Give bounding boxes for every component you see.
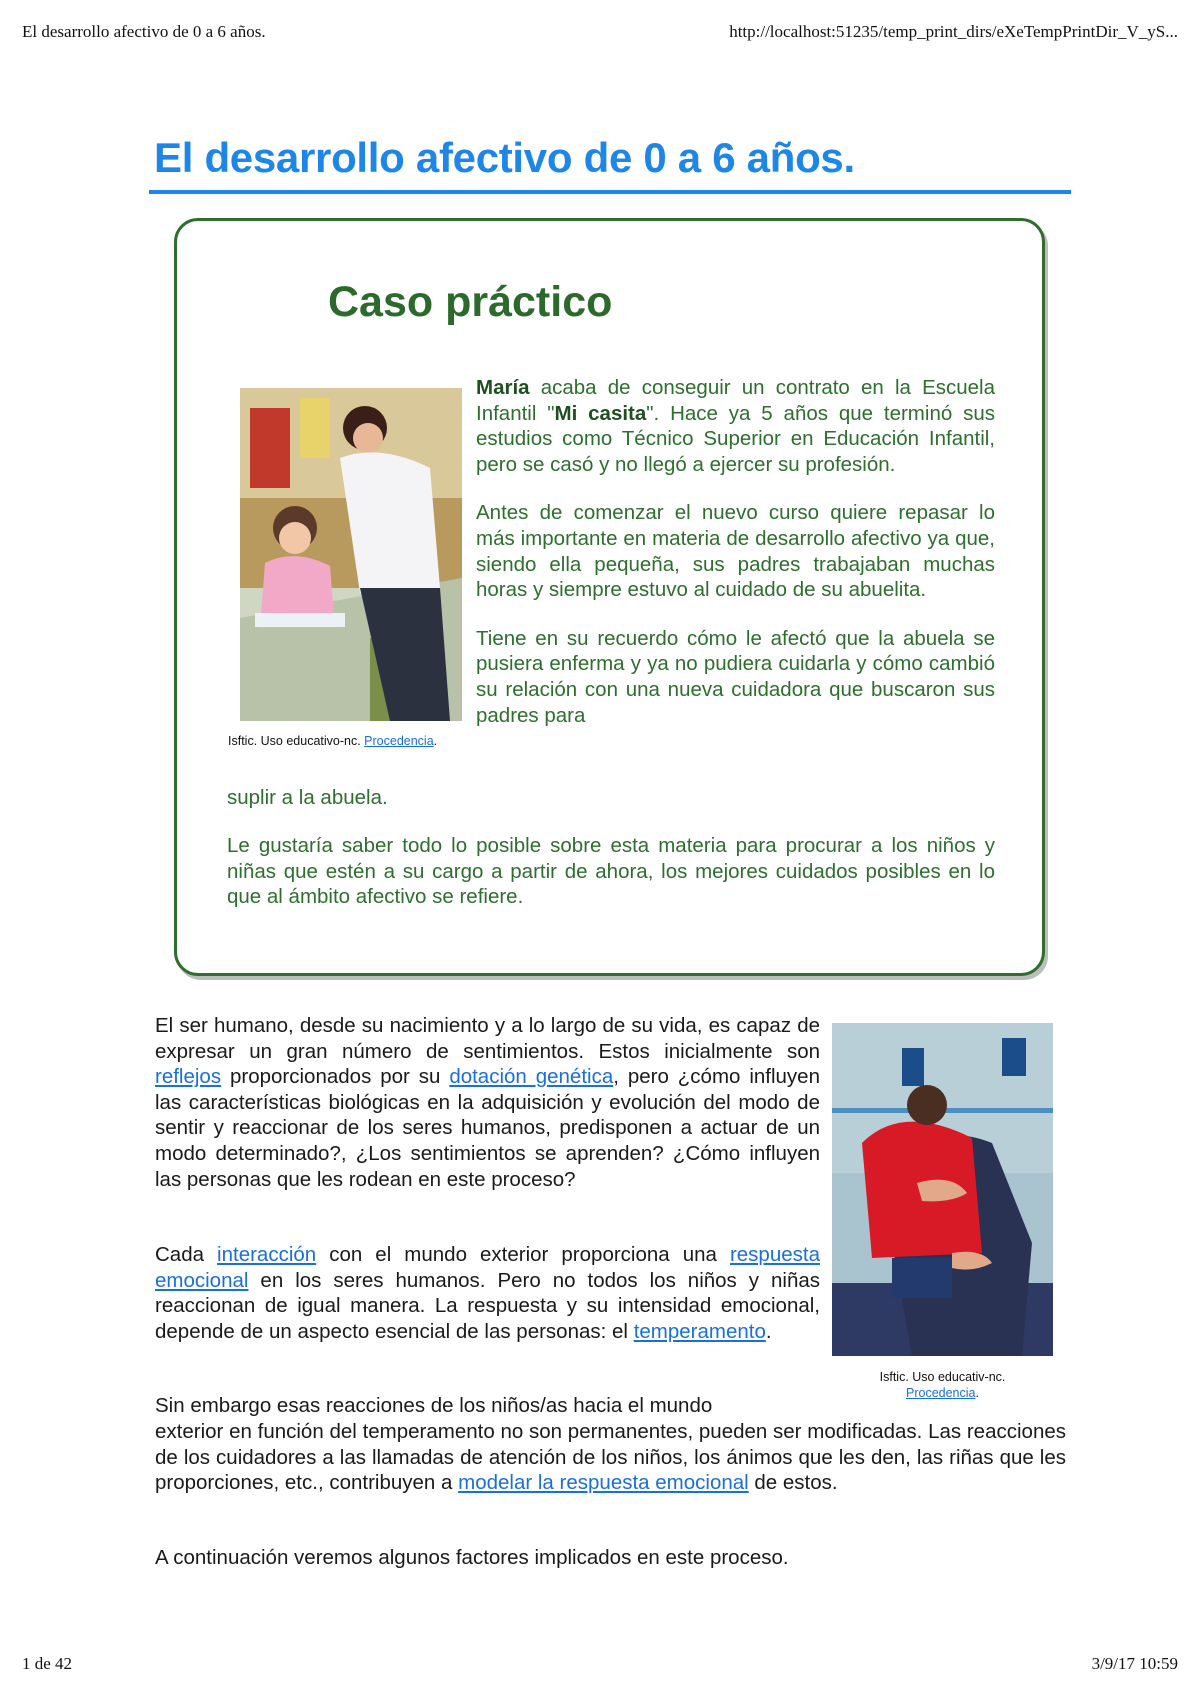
title-divider (149, 190, 1071, 194)
print-datetime: 3/9/17 10:59 (1091, 1654, 1178, 1673)
temperamento-link[interactable]: temperamento (633, 1319, 766, 1343)
body-p1-text-b: proporcionados por su (221, 1065, 450, 1089)
body-p1-text-a: El ser humano, desde su nacimiento y a lo largo de su vida, es capaz de expresar un gran número de sentimientos. Estos inicialmente son (155, 1014, 820, 1063)
school-name: Mi casita (554, 401, 647, 425)
case-photo-source-link[interactable]: Procedencia (364, 734, 434, 748)
body-paragraph-2 (155, 1242, 820, 1344)
side-photo (832, 1023, 1053, 1356)
case-paragraph-3: Tiene en su recuerdo cómo le afectó que la abuela se pusiera enferma y ya no pudiera cuidarla y cómo cambió su relación con una nueva cuidadora que buscaron sus padres para (476, 626, 995, 727)
body-paragraph-1 (155, 1013, 820, 1192)
print-header-title: El desarrollo afectivo de 0 a 6 años. (22, 22, 266, 41)
print-header-url: http://localhost:51235/temp_print_dirs/eXeTempPrintDir_V_yS... (729, 22, 1178, 41)
case-p1-text-a: acaba de conseguir un contrato en la Escuela Infantil " (476, 376, 995, 425)
case-paragraph-4: Le gustaría saber todo lo posible sobre esta materia para procurar a los niños y niñas que estén a su cargo a partir de ahora, los mejores cuidados posibles en lo que al ámbito afectivo se refiere. (227, 834, 995, 909)
print-header (22, 22, 1178, 42)
modelar-respuesta-link[interactable]: modelar la respuesta emocional (458, 1471, 749, 1495)
print-footer (22, 1654, 1178, 1674)
side-photo-caption (832, 1369, 1053, 1401)
caption-end: . (433, 734, 438, 748)
page-counter: 1 de 42 (22, 1654, 73, 1673)
body-paragraph-3 (155, 1419, 1066, 1496)
case-paragraph-1 (476, 375, 995, 477)
case-study-photo (240, 388, 462, 721)
side-photo-source-link[interactable]: Procedencia (906, 1386, 976, 1400)
dotacion-genetica-link[interactable]: dotación genética (449, 1065, 614, 1089)
name-maria: María (476, 376, 530, 399)
body-paragraph-4: A continuación veremos algunos factores implicados en este proceso. (155, 1546, 789, 1569)
body-p2-text-d: . (765, 1319, 772, 1343)
case-study-heading: Caso práctico (328, 278, 613, 326)
body-p2-text-a: Cada (155, 1243, 218, 1266)
interaccion-link[interactable]: interacción (217, 1243, 317, 1266)
child-carried-photo-image (832, 1023, 1053, 1356)
side-caption-end: . (975, 1386, 979, 1400)
body-p2-text-b: con el mundo exterior proporciona una (316, 1243, 730, 1266)
case-paragraph-3-tail: suplir a la abuela. (227, 786, 388, 809)
body-p1-text-c: , pero ¿cómo influyen las características biológicas en la adquisición y evolución del modo de sentir y reaccionar de los seres humanos, predisponen a actuar de un modo determinado?, ¿Los sentimientos se aprenden? ¿Cómo influyen las personas que les rodean en este proceso? (155, 1065, 820, 1191)
body-paragraph-3-line1: Sin embargo esas reacciones de los niños/as hacia el mundo (155, 1394, 713, 1417)
classroom-photo-image (240, 388, 462, 721)
respuesta-emocional-link[interactable]: respuesta emocional (155, 1243, 820, 1292)
reflejos-link[interactable]: reflejos (155, 1065, 222, 1089)
body-p3-text-a: exterior en función del temperamento no son permanentes, pueden ser modificadas. Las reacciones de los cuidadores a las llamadas de atención de los niños, los ánimos que les den, las riñas que les proporciones, etc., contribuyen a (155, 1420, 1066, 1495)
page-title: El desarrollo afectivo de 0 a 6 años. (154, 134, 855, 181)
case-p1-text-b: ". Hace ya 5 años que terminó sus estudios como Técnico Superior en Educación Infantil, pero se casó y no llegó a ejercer su profesión. (476, 401, 995, 476)
caption-text: Isftic. Uso educativo-nc. (228, 734, 365, 748)
body-p2-text-c: en los seres humanos. Pero no todos los niños y niñas reaccionan de igual manera. La respuesta y su intensidad emocional, depende de un aspecto esencial de las personas: el (155, 1268, 820, 1343)
case-paragraph-2: Antes de comenzar el nuevo curso quiere repasar lo más importante en materia de desarrollo afectivo ya que, siendo ella pequeña, sus padres trabajaban muchas horas y siempre estuvo al cuidado de su abuelita. (476, 501, 995, 602)
case-study-text (476, 375, 995, 751)
body-p3-text-b: de estos. (748, 1471, 838, 1495)
side-caption-text: Isftic. Uso educativ-nc. (879, 1370, 1006, 1384)
case-study-caption (228, 734, 437, 748)
